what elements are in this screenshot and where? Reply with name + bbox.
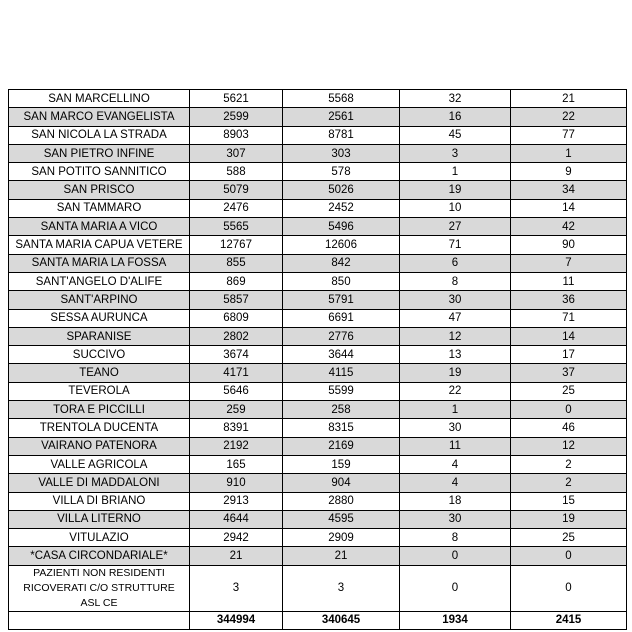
value-col-1-cell: 869 xyxy=(190,272,283,290)
value-col-4-cell: 2 xyxy=(511,474,627,492)
value-col-3-cell: 1 xyxy=(400,163,511,181)
value-col-1-cell: 4171 xyxy=(190,364,283,382)
value-col-1-cell: 5621 xyxy=(190,90,283,108)
table-row xyxy=(9,401,627,419)
municipality-name-cell: *CASA CIRCONDARIALE* xyxy=(9,547,190,565)
table-row xyxy=(9,364,627,382)
value-col-4-cell: 14 xyxy=(511,199,627,217)
table-row xyxy=(9,126,627,144)
table-row xyxy=(9,199,627,217)
table-row xyxy=(9,108,627,126)
municipality-name-cell: SANTA MARIA CAPUA VETERE xyxy=(9,236,190,254)
value-col-2-cell: 258 xyxy=(283,401,400,419)
municipality-name-cell: SAN POTITO SANNITICO xyxy=(9,163,190,181)
value-col-1-cell: 4644 xyxy=(190,510,283,528)
value-col-4-cell: 71 xyxy=(511,309,627,327)
value-col-2-cell: 2452 xyxy=(283,199,400,217)
municipality-name-cell: SANT'ANGELO D'ALIFE xyxy=(9,272,190,290)
value-col-3-cell: 11 xyxy=(400,437,511,455)
value-col-3-cell: 8 xyxy=(400,272,511,290)
value-col-4-cell: 15 xyxy=(511,492,627,510)
value-col-1-cell: 2942 xyxy=(190,529,283,547)
value-col-2-cell: 303 xyxy=(283,144,400,162)
table-row xyxy=(9,419,627,437)
value-col-2-cell: 2561 xyxy=(283,108,400,126)
value-col-1-cell: 8391 xyxy=(190,419,283,437)
value-col-3-cell: 27 xyxy=(400,218,511,236)
total-value-col-3-cell: 1934 xyxy=(400,611,511,629)
value-col-1-cell: 5646 xyxy=(190,382,283,400)
municipality-data-table xyxy=(8,89,627,630)
municipality-name-cell: SAN MARCO EVANGELISTA xyxy=(9,108,190,126)
value-col-4-cell: 37 xyxy=(511,364,627,382)
table-row xyxy=(9,492,627,510)
municipality-name-cell: VILLA DI BRIANO xyxy=(9,492,190,510)
value-col-2-cell: 8781 xyxy=(283,126,400,144)
value-col-3-cell: 4 xyxy=(400,474,511,492)
value-col-1-cell: 6809 xyxy=(190,309,283,327)
value-col-2-cell: 5496 xyxy=(283,218,400,236)
value-col-1-cell: 3 xyxy=(190,565,283,611)
totals-row xyxy=(9,611,627,629)
table-row xyxy=(9,144,627,162)
value-col-1-cell: 8903 xyxy=(190,126,283,144)
value-col-4-cell: 36 xyxy=(511,291,627,309)
value-col-2-cell: 2169 xyxy=(283,437,400,455)
value-col-3-cell: 16 xyxy=(400,108,511,126)
table-row xyxy=(9,529,627,547)
value-col-1-cell: 12767 xyxy=(190,236,283,254)
value-col-4-cell: 11 xyxy=(511,272,627,290)
value-col-1-cell: 21 xyxy=(190,547,283,565)
value-col-1-cell: 165 xyxy=(190,455,283,473)
table-row xyxy=(9,474,627,492)
total-value-col-2-cell: 340645 xyxy=(283,611,400,629)
value-col-3-cell: 30 xyxy=(400,510,511,528)
value-col-4-cell: 0 xyxy=(511,401,627,419)
value-col-2-cell: 4115 xyxy=(283,364,400,382)
table-row xyxy=(9,163,627,181)
value-col-3-cell: 10 xyxy=(400,199,511,217)
value-col-4-cell: 21 xyxy=(511,90,627,108)
value-col-2-cell: 21 xyxy=(283,547,400,565)
value-col-2-cell: 6691 xyxy=(283,309,400,327)
value-col-3-cell: 18 xyxy=(400,492,511,510)
value-col-4-cell: 46 xyxy=(511,419,627,437)
total-municipality-name-cell xyxy=(9,611,190,629)
value-col-3-cell: 8 xyxy=(400,529,511,547)
value-col-2-cell: 5791 xyxy=(283,291,400,309)
value-col-4-cell: 7 xyxy=(511,254,627,272)
value-col-4-cell: 0 xyxy=(511,565,627,611)
value-col-3-cell: 19 xyxy=(400,364,511,382)
table-row xyxy=(9,346,627,364)
municipality-name-cell: SANTA MARIA LA FOSSA xyxy=(9,254,190,272)
value-col-2-cell: 5568 xyxy=(283,90,400,108)
municipality-name-cell: SANTA MARIA A VICO xyxy=(9,218,190,236)
table-row xyxy=(9,455,627,473)
municipality-name-cell: TEANO xyxy=(9,364,190,382)
value-col-1-cell: 2913 xyxy=(190,492,283,510)
value-col-2-cell: 2880 xyxy=(283,492,400,510)
municipality-name-cell: SAN PRISCO xyxy=(9,181,190,199)
value-col-4-cell: 90 xyxy=(511,236,627,254)
value-col-4-cell: 22 xyxy=(511,108,627,126)
value-col-1-cell: 2192 xyxy=(190,437,283,455)
municipality-name-cell: SAN MARCELLINO xyxy=(9,90,190,108)
value-col-2-cell: 159 xyxy=(283,455,400,473)
value-col-3-cell: 32 xyxy=(400,90,511,108)
value-col-3-cell: 13 xyxy=(400,346,511,364)
value-col-1-cell: 5565 xyxy=(190,218,283,236)
table-row xyxy=(9,565,627,611)
table-row xyxy=(9,547,627,565)
value-col-3-cell: 4 xyxy=(400,455,511,473)
value-col-2-cell: 3 xyxy=(283,565,400,611)
value-col-3-cell: 0 xyxy=(400,565,511,611)
value-col-3-cell: 19 xyxy=(400,181,511,199)
value-col-3-cell: 45 xyxy=(400,126,511,144)
value-col-4-cell: 77 xyxy=(511,126,627,144)
municipality-name-cell: VITULAZIO xyxy=(9,529,190,547)
total-value-col-4-cell: 2415 xyxy=(511,611,627,629)
municipality-name-cell: VALLE AGRICOLA xyxy=(9,455,190,473)
value-col-4-cell: 14 xyxy=(511,327,627,345)
table-row xyxy=(9,327,627,345)
value-col-3-cell: 6 xyxy=(400,254,511,272)
value-col-2-cell: 850 xyxy=(283,272,400,290)
value-col-4-cell: 17 xyxy=(511,346,627,364)
value-col-4-cell: 12 xyxy=(511,437,627,455)
value-col-2-cell: 8315 xyxy=(283,419,400,437)
table-row xyxy=(9,291,627,309)
value-col-1-cell: 307 xyxy=(190,144,283,162)
value-col-4-cell: 25 xyxy=(511,529,627,547)
municipality-name-cell: PAZIENTI NON RESIDENTI RICOVERATI C/O STRUTTURE ASL CE xyxy=(9,565,190,611)
municipality-name-cell: SUCCIVO xyxy=(9,346,190,364)
value-col-3-cell: 30 xyxy=(400,291,511,309)
value-col-3-cell: 22 xyxy=(400,382,511,400)
table-row xyxy=(9,218,627,236)
municipality-name-cell: SESSA AURUNCA xyxy=(9,309,190,327)
municipality-name-cell: TEVEROLA xyxy=(9,382,190,400)
value-col-3-cell: 71 xyxy=(400,236,511,254)
value-col-3-cell: 12 xyxy=(400,327,511,345)
municipality-name-cell: SAN TAMMARO xyxy=(9,199,190,217)
municipality-name-cell: SAN PIETRO INFINE xyxy=(9,144,190,162)
value-col-2-cell: 5026 xyxy=(283,181,400,199)
municipality-name-cell: TORA E PICCILLI xyxy=(9,401,190,419)
value-col-1-cell: 2599 xyxy=(190,108,283,126)
value-col-4-cell: 25 xyxy=(511,382,627,400)
table-row xyxy=(9,510,627,528)
value-col-4-cell: 9 xyxy=(511,163,627,181)
table-row xyxy=(9,90,627,108)
value-col-3-cell: 1 xyxy=(400,401,511,419)
value-col-1-cell: 910 xyxy=(190,474,283,492)
value-col-4-cell: 19 xyxy=(511,510,627,528)
municipality-name-cell: VAIRANO PATENORA xyxy=(9,437,190,455)
value-col-2-cell: 4595 xyxy=(283,510,400,528)
value-col-1-cell: 3674 xyxy=(190,346,283,364)
value-col-1-cell: 259 xyxy=(190,401,283,419)
table-row xyxy=(9,272,627,290)
value-col-3-cell: 0 xyxy=(400,547,511,565)
table-row xyxy=(9,181,627,199)
value-col-2-cell: 12606 xyxy=(283,236,400,254)
value-col-2-cell: 2909 xyxy=(283,529,400,547)
table-row xyxy=(9,437,627,455)
value-col-2-cell: 578 xyxy=(283,163,400,181)
municipality-name-cell: VALLE DI MADDALONI xyxy=(9,474,190,492)
value-col-3-cell: 47 xyxy=(400,309,511,327)
table-row xyxy=(9,309,627,327)
table-row xyxy=(9,382,627,400)
value-col-1-cell: 855 xyxy=(190,254,283,272)
total-value-col-1-cell: 344994 xyxy=(190,611,283,629)
value-col-3-cell: 30 xyxy=(400,419,511,437)
value-col-2-cell: 3644 xyxy=(283,346,400,364)
municipality-name-cell: SPARANISE xyxy=(9,327,190,345)
municipality-name-cell: VILLA LITERNO xyxy=(9,510,190,528)
value-col-1-cell: 5079 xyxy=(190,181,283,199)
value-col-1-cell: 588 xyxy=(190,163,283,181)
value-col-4-cell: 2 xyxy=(511,455,627,473)
value-col-4-cell: 34 xyxy=(511,181,627,199)
municipality-name-cell: TRENTOLA DUCENTA xyxy=(9,419,190,437)
municipality-name-cell: SANT'ARPINO xyxy=(9,291,190,309)
table-row xyxy=(9,254,627,272)
table-body xyxy=(9,90,627,630)
value-col-2-cell: 842 xyxy=(283,254,400,272)
value-col-1-cell: 5857 xyxy=(190,291,283,309)
value-col-3-cell: 3 xyxy=(400,144,511,162)
value-col-2-cell: 904 xyxy=(283,474,400,492)
value-col-2-cell: 5599 xyxy=(283,382,400,400)
value-col-4-cell: 0 xyxy=(511,547,627,565)
table-row xyxy=(9,236,627,254)
municipality-name-cell: SAN NICOLA LA STRADA xyxy=(9,126,190,144)
value-col-4-cell: 1 xyxy=(511,144,627,162)
value-col-4-cell: 42 xyxy=(511,218,627,236)
value-col-2-cell: 2776 xyxy=(283,327,400,345)
value-col-1-cell: 2476 xyxy=(190,199,283,217)
value-col-1-cell: 2802 xyxy=(190,327,283,345)
